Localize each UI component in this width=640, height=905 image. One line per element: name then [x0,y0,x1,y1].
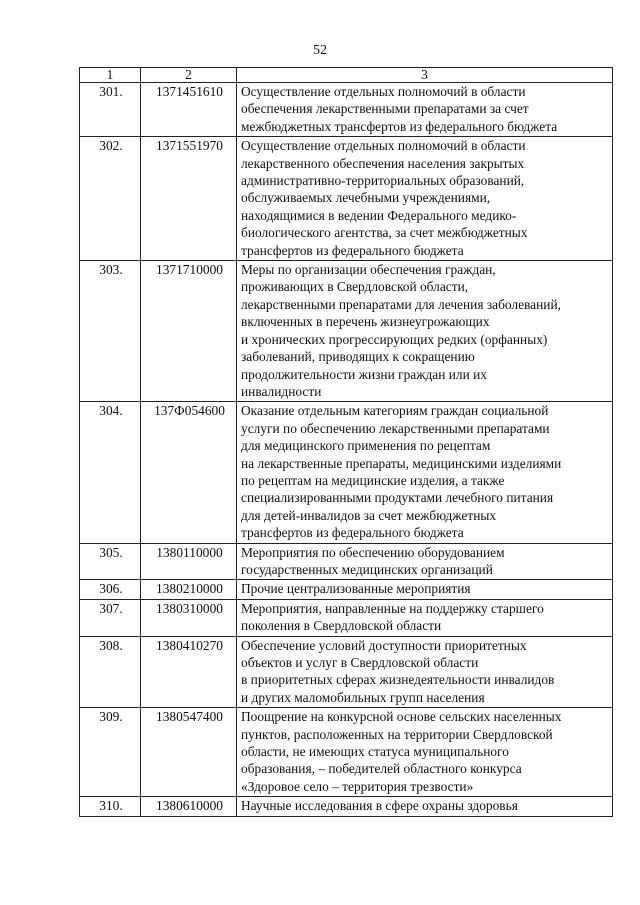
row-number-cell: 302. [80,137,141,261]
header-cell-number: 1 [80,68,141,83]
description-line: инвалидности [241,383,322,399]
table-header [80,68,613,83]
description-cell [237,636,613,708]
description-line: Оказание отдельным категориям граждан социальной [241,403,549,419]
description-line: Обеспечение условий доступности приоритетных [241,637,527,653]
description-line: Научные исследования в сфере охраны здоровья [241,798,518,814]
table-row [80,261,613,402]
description-line: лекарственного обеспечения населения закрытых [241,155,525,171]
target-article-code-cell: 1380547400 [141,708,237,797]
row-number-cell: 308. [80,636,141,708]
description-line: в приоритетных сферах жизнедеятельности инвалидов [241,672,555,688]
row-number-cell: 310. [80,797,141,816]
page-number: 52 [313,43,327,58]
description-cell [237,580,613,599]
row-number-cell: 309. [80,708,141,797]
description-cell [237,797,613,816]
table-row [80,580,613,599]
target-article-code-cell: 137Ф054600 [141,402,237,543]
description-line: обслуживаемых лечебными учреждениями, [241,190,491,206]
description-line: лекарственными препаратами для лечения заболеваний, [241,296,561,312]
description-line: трансфертов из федерального бюджета [241,525,464,541]
description-line: биологического агентства, за счет межбюджетных [241,225,528,241]
table-row [80,797,613,816]
table-row [80,599,613,636]
description-line: обеспечения лекарственными препаратами за счет [241,101,529,117]
description-cell [237,137,613,261]
row-number-cell: 307. [80,599,141,636]
description-cell [237,708,613,797]
description-line: для медицинского применения по рецептам [241,438,491,454]
description-line: поколения в Свердловской области [241,618,442,634]
table-row [80,543,613,580]
description-line: Прочие централизованные мероприятия [241,581,471,597]
description-line: для детей-инвалидов за счет межбюджетных [241,507,497,523]
description-line: пунктов, расположенных на территории Свердловской [241,726,553,742]
description-line: административно-территориальных образований, [241,173,525,189]
table-body [80,83,613,817]
description-line: специализированными продуктами лечебного питания [241,490,554,506]
description-line: и хронических прогрессирующих редких (орфанных) [241,331,548,347]
target-article-code-cell: 1371710000 [141,261,237,402]
description-line: услуги по обеспечению лекарственными препаратами [241,420,550,436]
description-line: продолжительности жизни граждан или их [241,366,487,382]
description-line: трансфертов из федерального бюджета [241,242,464,258]
target-article-code-cell: 1371551970 [141,137,237,261]
description-line: Мероприятия по обеспечению оборудованием [241,544,505,560]
description-line: Осуществление отдельных полномочий в области [241,84,526,99]
table-row [80,636,613,708]
row-number-cell: 301. [80,83,141,137]
description-cell [237,261,613,402]
description-cell [237,402,613,543]
table-row [80,137,613,261]
description-line: Меры по организации обеспечения граждан, [241,262,496,278]
row-number-cell: 303. [80,261,141,402]
table-row [80,708,613,797]
row-number-cell: 306. [80,580,141,599]
table-header-row [80,68,613,83]
description-cell [237,83,613,137]
header-cell-code: 2 [141,68,237,83]
description-line: на лекарственные препараты, медицинскими изделиями [241,455,562,471]
target-article-code-cell: 1371451610 [141,83,237,137]
budget-codes-table [79,67,613,817]
description-line: и других маломобильных групп населения [241,689,485,705]
description-line: объектов и услуг в Свердловской области [241,655,479,670]
description-line: Поощрение на конкурсной основе сельских населенных [241,709,562,725]
description-cell [237,599,613,636]
target-article-code-cell: 1380310000 [141,599,237,636]
description-line: включенных в перечень жизнеугрожающих [241,314,490,330]
header-cell-description: 3 [237,68,613,83]
table-row [80,402,613,543]
description-cell [237,543,613,580]
description-line: образования, – победителей областного конкурса [241,761,522,777]
description-line: заболеваний, приводящих к сокращению [241,349,475,365]
description-line: проживающих в Свердловской области, [241,279,469,295]
row-number-cell: 304. [80,402,141,543]
description-line: межбюджетных трансфертов из федерального бюджета [241,118,558,134]
description-line: области, не имеющих статуса муниципального [241,744,509,760]
table-row [80,83,613,137]
row-number-cell: 305. [80,543,141,580]
description-line: находящимися в ведении Федерального медико- [241,207,517,223]
description-line: «Здоровое село – территория трезвости» [241,778,474,794]
target-article-code-cell: 1380410270 [141,636,237,708]
description-line: Осуществление отдельных полномочий в области [241,138,526,154]
description-line: Мероприятия, направленные на поддержку старшего [241,600,544,616]
description-line: государственных медицинских организаций [241,561,493,577]
target-article-code-cell: 1380610000 [141,797,237,816]
description-line: по рецептам на медицинские изделия, а также [241,472,505,488]
target-article-code-cell: 1380210000 [141,580,237,599]
target-article-code-cell: 1380110000 [141,543,237,580]
